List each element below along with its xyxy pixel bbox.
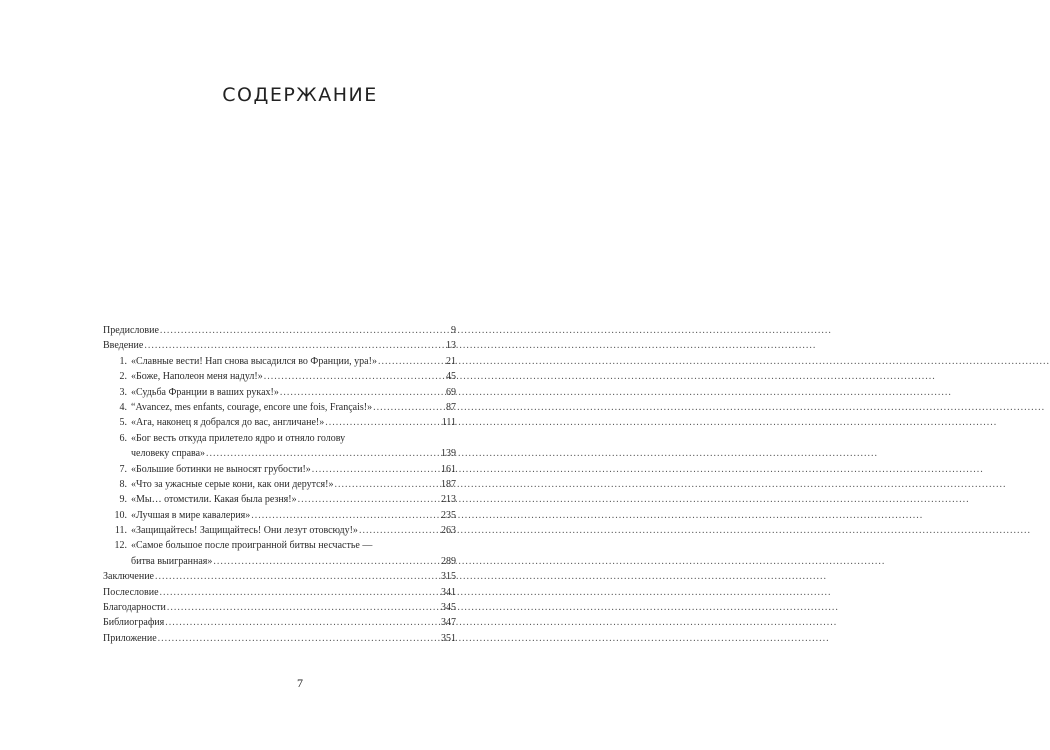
toc-entry-title: «Самое большое после проигранной битвы несчастье — (131, 540, 373, 552)
toc-entry-number: 9. (119, 494, 127, 506)
toc-entry-page: 139 (441, 448, 456, 460)
toc-entry-chapter-7 (103, 462, 456, 477)
toc-entry-title: Приложение (103, 632, 157, 644)
dot-leader (155, 569, 440, 584)
toc-entry-appendix (103, 631, 456, 646)
dot-leader (206, 446, 440, 461)
toc-entry-title: Предисловие (103, 324, 159, 336)
toc-entry-title: «Бог весть откуда прилетело ядро и отняло голову (131, 432, 346, 444)
toc-entry-title: «Ага, наконец я добрался до вас, англичане!» (131, 417, 325, 429)
toc-entry-chapter-12-continued (103, 554, 456, 569)
toc-entry-page: 111 (441, 417, 456, 429)
toc-entry-page: 87 (446, 401, 456, 413)
toc-entry-chapter-4 (103, 400, 456, 415)
toc-entry-title: «Судьба Франции в ваших руках!» (131, 386, 279, 398)
page-title: СОДЕРЖАНИЕ (222, 84, 378, 106)
toc-entry-number: 10. (114, 509, 127, 521)
dot-leader (167, 600, 440, 615)
dot-leader (264, 369, 445, 384)
toc-entry-page: 289 (441, 555, 456, 567)
toc-entry-page: 315 (441, 571, 456, 583)
toc-entry-title: «Что за ужасные серые кони, как они дерутся!» (131, 478, 334, 490)
toc-entry-chapter-1 (103, 354, 456, 369)
dot-leader (298, 492, 440, 507)
toc-entry-number: 2. (119, 371, 127, 383)
toc-entry-number: 7. (119, 463, 127, 475)
toc-entry-title: «Боже, Наполеон меня надул!» (131, 371, 263, 383)
toc-entry-chapter-8 (103, 477, 456, 492)
toc-entry-preface (103, 323, 456, 338)
toc-entry-page: 13 (446, 340, 456, 352)
toc-entry-chapter-9 (103, 492, 456, 507)
dot-leader (373, 400, 445, 415)
dot-leader (312, 462, 440, 477)
toc-entry-chapter-6-continued (103, 446, 456, 461)
dot-leader (160, 585, 440, 600)
dot-leader (165, 615, 440, 630)
toc-entry-page: 347 (441, 617, 456, 629)
toc-entry-title: Библиография (103, 617, 165, 629)
toc-entry-page: 235 (441, 509, 456, 521)
toc-entry-title: Введение (103, 340, 144, 352)
toc-entry-afterword (103, 585, 456, 600)
toc-entry-page: 161 (441, 463, 456, 475)
toc-entry-title: человеку справа» (131, 448, 206, 460)
dot-leader (160, 323, 450, 338)
toc-entry-title: «Лучшая в мире кавалерия» (131, 509, 251, 521)
table-of-contents (103, 323, 456, 646)
toc-entry-chapter-3 (103, 385, 456, 400)
toc-entry-title: битва выигранная» (131, 555, 213, 567)
toc-entry-number: 5. (119, 417, 127, 429)
dot-leader (280, 385, 445, 400)
toc-entry-page: 341 (441, 586, 456, 598)
dot-leader (144, 338, 445, 353)
toc-entry-title: Заключение (103, 571, 154, 583)
toc-entry-acknowledgements (103, 600, 456, 615)
dot-leader (334, 477, 440, 492)
toc-entry-conclusion (103, 569, 456, 584)
toc-entry-number: 8. (119, 478, 127, 490)
toc-entry-page: 263 (441, 525, 456, 537)
toc-entry-number: 11. (114, 525, 127, 537)
toc-entry-chapter-5 (103, 415, 456, 430)
toc-entry-number: 3. (119, 386, 127, 398)
toc-entry-page: 187 (441, 478, 456, 490)
toc-entry-title: «Защищайтесь! Защищайтесь! Они лезут отовсюду!» (131, 525, 358, 537)
toc-entry-page: 9 (451, 324, 456, 336)
toc-entry-title: Благодарности (103, 602, 166, 614)
toc-entry-page: 213 (441, 494, 456, 506)
dot-leader (359, 523, 440, 538)
toc-entry-introduction (103, 338, 456, 353)
toc-entry-number: 1. (119, 355, 127, 367)
toc-entry-page: 21 (446, 355, 456, 367)
toc-entry-page: 345 (441, 602, 456, 614)
toc-entry-page: 69 (446, 386, 456, 398)
toc-entry-title: Послесловие (103, 586, 159, 598)
toc-entry-chapter-11 (103, 523, 456, 538)
dot-leader (251, 508, 440, 523)
dot-leader (213, 554, 440, 569)
dot-leader (325, 415, 440, 430)
toc-entry-chapter-12 (103, 538, 456, 553)
toc-entry-bibliography (103, 615, 456, 630)
page-number: 7 (297, 676, 303, 690)
toc-entry-title: «Большие ботинки не выносят грубости!» (131, 463, 311, 475)
toc-entry-number: 6. (119, 432, 127, 444)
toc-entry-title: “Avancez, mes enfants, courage, encore une fois, Français!» (131, 401, 373, 413)
toc-entry-number: 12. (114, 540, 127, 552)
toc-entry-chapter-6 (103, 431, 456, 446)
dot-leader (378, 354, 445, 369)
toc-entry-title: «Славные вести! Нап снова высадился во Франции, ура!» (131, 355, 377, 367)
toc-entry-chapter-2 (103, 369, 456, 384)
toc-entry-page: 45 (446, 371, 456, 383)
toc-entry-number: 4. (119, 401, 127, 413)
toc-entry-page: 351 (441, 632, 456, 644)
toc-entry-title: «Мы… отомстили. Какая была резня!» (131, 494, 297, 506)
dot-leader (158, 631, 440, 646)
toc-entry-chapter-10 (103, 508, 456, 523)
